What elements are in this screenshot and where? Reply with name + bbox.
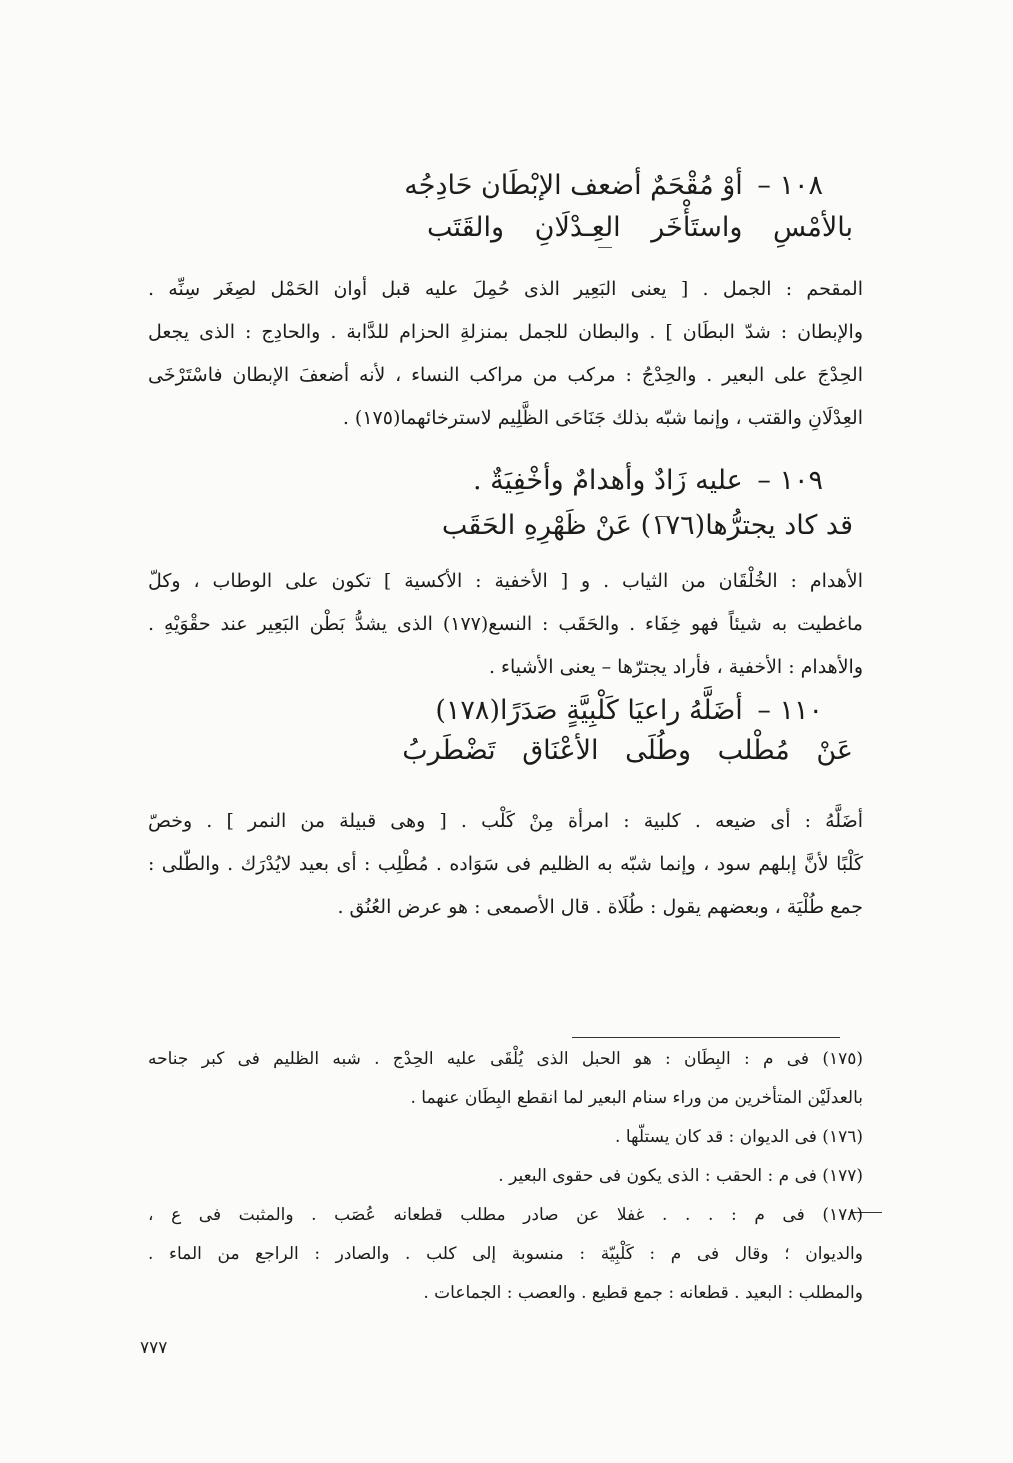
- commentary-110: [148, 800, 863, 929]
- footnote-line: والمطلب : البعيد . قطعانه : جمع قطيع . والعصب : الجماعات .: [423, 1283, 863, 1303]
- commentary-line: كَلْبًا لأنَّ إبلهم سود ، وإنما شبّه به الظليم فى سَوَاده . مُطْلِب : أى بعيد لايُدْرَك . والطّلى :: [148, 853, 863, 875]
- footnote-line: والديوان ؛ وقال فى م : كَلْبِيّة : منسوبة إلى كلب . والصادر : الراجع من الماء .: [148, 1244, 863, 1264]
- stray-mark: [598, 247, 612, 248]
- stray-mark: [656, 516, 670, 517]
- page-number: ٧٧٧: [140, 1338, 168, 1358]
- footnote-line: (١٧٧) فى م : الحقب : الذى يكون فى حقوى البعير .: [498, 1166, 863, 1186]
- commentary-line: الأهدام : الخُلْقَان من الثياب . و [ الأخفية : الأكسية ] تكون على الوطاب ، وكلّ: [148, 570, 863, 592]
- verse-108-line2: بالأمْسِ واستَأْخَر العِـدْلَانِ والقَتَب: [426, 212, 853, 243]
- commentary-line: أضَلَّهُ : أى ضيعه . كلبية : امرأة مِنْ كَلْب . [ وهى قبيلة من النمر ] . وخصّ: [148, 810, 863, 832]
- verse-110-line1: [435, 695, 823, 726]
- commentary-109: [148, 560, 863, 689]
- commentary-line: المقحم : الجمل . [ يعنى البَعِير الذى حُمِلَ عليه قبل أوان الحَمْل لصِغَر سِنِّه .: [148, 278, 863, 300]
- verse-110-line2: عَنْ مُطْلب وطُلَى الأعْنَاق تَضْطَربُ: [402, 735, 853, 766]
- verse-number: ١١٠ –: [757, 695, 823, 726]
- verse-109-line2: قد كاد يجترُّها(١٧٦) عَنْ ظَهْرِهِ الحَقَب: [441, 510, 853, 541]
- verse-number: ١٠٩ –: [757, 465, 823, 496]
- commentary-line: الحِدْجَ على البعير . والحِدْجُ : مركب من مراكب النساء ، لأنه أضعفَ الإبطان فاسْتَرْخَى: [148, 364, 863, 386]
- footnote-line: (١٧٨) فى م : . . . غفلا عن صادر مطلب قطعانه عُصَب . والمثبت فى ع ،: [148, 1205, 863, 1225]
- footnotes: [148, 1040, 863, 1313]
- commentary-108: [148, 268, 863, 440]
- commentary-line: العِدْلَانِ والقتب ، وإنما شبّه بذلك جَنَاحَى الظَّلِيم لاسترخائهما(١٧٥) .: [342, 407, 863, 429]
- footnote-line: (١٧٥) فى م : البِطَان : هو الحبل الذى يُلْقَى عليه الحِدْج . شبه الظليم فى كبر جناحه: [148, 1049, 863, 1069]
- commentary-line: جمع طُلْيَة ، وبعضهم يقول : طُلَاة . قال الأصمعى : هو عرض العُنُق .: [337, 896, 863, 918]
- verse-108-line1: [404, 170, 823, 201]
- commentary-line: والأهدام : الأخفية ، فأراد يجترّها – يعنى الأشياء .: [488, 656, 863, 678]
- verse-hemistich: أوْ مُقْحَمٌ أضعف الإبْطَان حَادِجُه: [404, 170, 743, 201]
- verse-109-line1: [473, 465, 823, 496]
- footnote-divider: [572, 1037, 840, 1038]
- footnote-line: (١٧٦) فى الديوان : قد كان يستلّها .: [615, 1127, 863, 1147]
- footnote-line: بالعدلَيْن المتأخرين من وراء سنام البعير لما انقطع البِطَان عنهما .: [410, 1088, 863, 1108]
- commentary-line: والإبطان : شدّ البطَان ] . والبطان للجمل بمنزلةِ الحزام للدَّابة . والحادِج : الذى يجعل: [148, 321, 863, 343]
- verse-number: ١٠٨ –: [757, 170, 823, 201]
- verse-hemistich: عليه زَادٌ وأهدامٌ وأخْفِيَةٌ .: [472, 465, 743, 496]
- commentary-line: ماغطيت به شيئاً فهو خِفَاء . والحَقَب : النسع(١٧٧) الذى يشدُّ بَطْن البَعِير عند حقْوَيْهِ .: [148, 613, 863, 635]
- verse-hemistich: أضَلَّهُ راعيَا كَلْبِيَّةٍ صَدَرًا(١٧٨): [435, 695, 743, 726]
